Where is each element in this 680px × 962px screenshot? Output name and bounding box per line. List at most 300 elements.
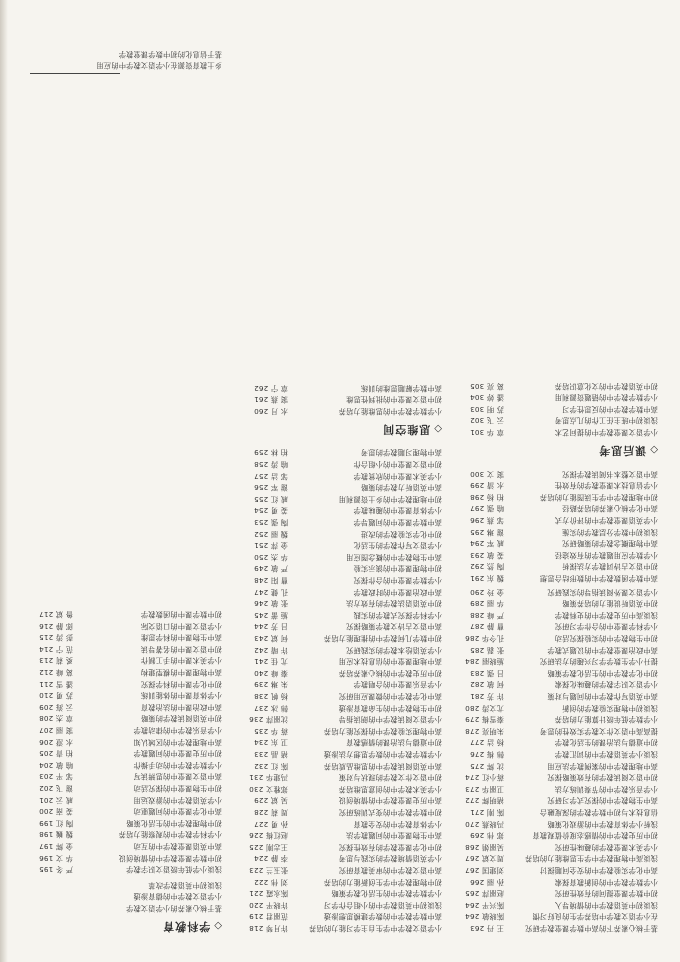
section-heading-reflection <box>598 442 658 458</box>
entry-title: 浅谈初中英语教学改革 <box>148 880 222 890</box>
section-title: 学科教育 <box>162 920 211 933</box>
entry-author-page: 柏 青 205 <box>38 749 73 759</box>
entry-title: 小学音乐教学中的律动教学 <box>133 726 222 735</box>
toc-entry <box>232 447 442 458</box>
entry-title: 高中生物教学中的探究式学习研究 <box>547 796 658 806</box>
entry-title: 浅析小学体育教学中的游戏化策略 <box>547 819 658 829</box>
toc-entry <box>232 877 442 888</box>
toc-entry <box>232 471 442 482</box>
entry-title: 小学音乐课堂中的合唱教学 <box>353 680 442 690</box>
entry-title: 基于核心素养的小学语文教学 <box>125 904 222 913</box>
entry-author-page: 冯建华 231 <box>249 773 288 783</box>
entry-title: 小学语文阅读教学中的朗读指导 <box>338 715 442 725</box>
entry-title: 高中化学实验教学中的安全问题探讨 <box>539 866 658 875</box>
toc-entry <box>232 394 442 405</box>
entry-title: 高中语文课堂中的思辨读写 <box>133 772 222 782</box>
toc-entry <box>232 853 442 864</box>
toc-entry <box>448 807 658 818</box>
toc-entry <box>232 494 442 505</box>
entry-author-page: 陈永霞 221 <box>249 889 288 899</box>
entry-title: 高中英语听力教学的策略 <box>360 483 442 493</box>
entry-author-page: 尤文涛 280 <box>465 703 504 713</box>
entry-author-page: 水 清 299 <box>469 481 504 491</box>
entry-author-page: 许 芳 281 <box>469 692 504 701</box>
entry-author-page: 许晓平 220 <box>249 900 288 910</box>
entry-author-page: 戚 红 255 <box>253 494 288 504</box>
entry-title: 初中英语教学中的文化意识培养 <box>554 381 658 391</box>
toc-entry <box>232 552 442 563</box>
entry-title: 信息技术与初中数学教学的深度融合 <box>539 808 658 817</box>
entry-author-page: 喻 强 297 <box>469 504 504 514</box>
toc-entry <box>232 517 442 528</box>
toc-entry <box>232 691 442 702</box>
entry-author-page: 彭 涛 215 <box>38 633 73 643</box>
entry-title: 初中地理教学中学生读图能力的培养 <box>539 492 658 502</box>
entry-title: 高中数学教学中的数学建模思想渗透 <box>323 912 442 922</box>
entry-title: 浅谈小学英语教学中的词汇教学 <box>554 750 658 759</box>
entry-author-page: 秦雪梅 279 <box>465 715 504 725</box>
toc-entry <box>232 784 442 795</box>
entry-title: 初中地理教学中的乡土资源利用 <box>338 494 442 504</box>
entry-title: 浅谈初中物理实验教学的创新 <box>561 703 658 713</box>
entry-author-page: 云 飞 302 <box>469 416 504 426</box>
toc-entry <box>448 561 658 572</box>
toc-entry <box>17 841 222 852</box>
entry-title: 小学美术课堂中的欣赏教学 <box>353 471 442 481</box>
entry-author-page: 戚 军 294 <box>469 539 504 549</box>
toc-entry <box>232 737 442 748</box>
entry-author-page: 韩 冰 237 <box>253 703 288 713</box>
entry-author-page: 孙 勇 227 <box>253 819 288 829</box>
toc-entry <box>448 587 658 598</box>
toc-entry <box>448 515 658 526</box>
entry-author-page: 陈晓敏 264 <box>465 912 504 922</box>
toc-entry <box>232 383 442 394</box>
entry-title: 提升小学生数学学习兴趣的方法研究 <box>539 657 658 667</box>
entry-title: 浅谈初中英语教学中的情境导入 <box>554 900 658 910</box>
entry-title: 高中物理概念教学的策略研究 <box>561 539 658 549</box>
entry-title: 初中化学实验教学的改进 <box>360 529 442 539</box>
entry-title: 初中英语阅读教学的策略 <box>140 714 222 724</box>
entry-title: 在小学语文教学中培养学生的良好习惯 <box>532 912 658 922</box>
entry-author-page: 邹 平 203 <box>38 772 73 782</box>
entry-title: 小学语文课中的口语交际 <box>140 621 222 631</box>
toc-entry <box>448 415 658 426</box>
entry-title: 初中生物课堂中的探究活动 <box>133 784 222 793</box>
entry-author-page: 水 澄 206 <box>38 737 73 747</box>
toc-entry <box>232 703 442 714</box>
entry-title: 浅谈初中班主任工作的几点思考 <box>554 416 658 426</box>
toc-entry <box>232 540 442 551</box>
entry-author-page: 喻 涛 258 <box>253 460 288 469</box>
toc-entry <box>17 60 222 71</box>
toc-entry <box>448 784 658 795</box>
toc-entry <box>232 679 442 690</box>
entry-author-page: 张 磊 285 <box>469 645 504 655</box>
entry-title: 高中地理教学中的区域认知 <box>133 737 222 747</box>
entry-title: 小学语文课堂教学中的提问艺术 <box>554 428 658 437</box>
entry-author-page: 吴丽娟 268 <box>465 842 504 852</box>
entry-title: 小学数学教学中的动手操作 <box>133 760 222 770</box>
toc-entry <box>17 806 222 817</box>
entry-title: 初中化学课堂教学的有效性探究 <box>338 842 442 852</box>
toc-entry <box>448 830 658 841</box>
entry-title: 高中物理习题教学的思考 <box>360 448 442 458</box>
entry-title: 浅谈高中物理教学中学生思维能力的培养 <box>525 854 658 864</box>
entry-author-page: 姜 勇 254 <box>253 506 288 516</box>
entry-author-page: 潘 雪 211 <box>38 679 73 689</box>
entry-title: 初中物理教学中学生创新能力的培养 <box>323 877 442 887</box>
entry-title: 小学语文写作教学的生活化 <box>353 541 442 551</box>
entry-author-page: 褚明辉 272 <box>465 796 504 806</box>
entry-author-page: 金 玲 290 <box>469 587 504 597</box>
toc-entry <box>17 713 222 724</box>
toc-entry <box>448 645 658 656</box>
toc-entry <box>232 505 442 516</box>
entry-author-page: 冯晓燕 270 <box>465 819 504 829</box>
entry-title: 小学数学教学中的思维能力培养 <box>338 406 442 416</box>
toc-entry <box>448 550 658 561</box>
section-title: 课后思考 <box>598 444 647 457</box>
entry-title: 乡土教育资源在小学语文教学中的应用 <box>96 61 222 71</box>
entry-title: 初中语文古诗词教学方法探析 <box>561 562 658 572</box>
entry-title: 高中物理课中的模型建构 <box>140 668 222 677</box>
toc-entry <box>232 529 442 540</box>
toc-entry <box>232 830 442 841</box>
toc-entry <box>17 632 222 643</box>
entry-author-page: 朱明亮 278 <box>465 726 504 736</box>
toc-entry <box>448 761 658 772</box>
toc-entry <box>448 503 658 514</box>
entry-title: 小学语文课外阅读指导的实践研究 <box>547 587 658 597</box>
entry-title: 小学信息技术课堂教学的有效性 <box>554 481 658 491</box>
entry-title: 高中地理教学中的案例教学法应用 <box>547 761 658 771</box>
toc-entry <box>17 771 222 782</box>
toc-entry <box>448 469 658 480</box>
toc-entry <box>448 621 658 632</box>
entry-author-page: 何 敏 282 <box>469 680 504 690</box>
entry-title: 初中化学课中的科学探究 <box>140 679 222 689</box>
entry-author-page: 褚 晶 233 <box>253 750 288 759</box>
entry-title: 高中地理课堂中的信息技术应用 <box>338 657 442 667</box>
toc-entry <box>448 749 658 760</box>
entry-title: 高中化学核心素养的培养路径 <box>561 504 658 514</box>
entry-author-page: 华 文 196 <box>38 853 73 863</box>
entry-author-page: 杨 洁 277 <box>469 738 504 748</box>
toc-entry <box>17 818 222 829</box>
entry-title: 高中英语写作教学中的问题与对策 <box>547 692 658 701</box>
diamond-icon: ◇ <box>649 444 658 455</box>
entry-title: 小学英语绘本教学的实践研究 <box>345 645 442 655</box>
entry-title: 初中数学几何教学中的推理能力培养 <box>323 634 442 643</box>
toc-entry <box>448 392 658 403</box>
entry-author-page: 张玉兰 223 <box>249 866 288 875</box>
toc-entry <box>232 842 442 853</box>
entry-author-page: 周 莉 228 <box>253 808 288 817</box>
entry-title: 初中历史教学中的核心素养培养 <box>338 668 442 678</box>
entry-title: 小学美术课中的手工制作 <box>140 656 222 666</box>
entry-author-page: 柏 杨 298 <box>469 492 504 502</box>
entry-author-page: 李 静 224 <box>253 854 288 864</box>
toc-entry <box>448 679 658 690</box>
toc-entry <box>448 480 658 491</box>
entry-author-page: 范 宁 214 <box>38 644 73 654</box>
entry-title: 小学科学课堂中的合作学习研究 <box>554 622 658 632</box>
entry-author-page: 王 丹 263 <box>469 924 504 933</box>
entry-title: 高中生物课中的科学思维 <box>140 633 222 643</box>
entry-author-page: 沈丽萍 236 <box>249 715 288 725</box>
entry-title: 初中英语听说能力的培养策略 <box>561 599 658 609</box>
toc-entry <box>448 853 658 864</box>
entry-title: 小学数学教学中的创新教育探索 <box>554 877 658 887</box>
toc-entry <box>17 903 222 914</box>
entry-author-page: 华 杰 250 <box>253 552 288 562</box>
toc-entry <box>448 819 658 830</box>
entry-title: 高中语文教学中的审美教育研究 <box>338 866 442 875</box>
toc-entry <box>232 406 442 417</box>
toc-entry <box>232 807 442 818</box>
entry-author-page: 谢 飞 202 <box>38 784 73 793</box>
toc-entry <box>232 865 442 876</box>
entry-title: 高中数学解题思维的训练 <box>360 383 442 393</box>
toc-entry <box>232 598 442 609</box>
entry-author-page: 刘建国 267 <box>465 866 504 875</box>
entry-author-page: 柏 林 259 <box>253 448 288 458</box>
toc-entry <box>232 819 442 830</box>
entry-title: 初中化学教学中的生活化教学策略 <box>547 668 658 678</box>
entry-author-page: 吴 斌 229 <box>253 796 288 806</box>
toc-entry <box>448 527 658 538</box>
entry-author-page: 金 萍 251 <box>253 541 288 551</box>
entry-author-page: 尤 佳 241 <box>253 657 288 667</box>
diamond-icon: ◇ <box>433 422 442 434</box>
entry-author-page: 吕 强 283 <box>469 668 504 678</box>
entry-title: 小学英语课堂教学中的评价方式 <box>554 516 658 525</box>
toc-entry <box>448 772 658 783</box>
entry-title: 初中语文课中的名著导读 <box>140 644 222 654</box>
toc-entry <box>448 381 658 392</box>
entry-title: 浅谈高中历史教学中的史料教学 <box>554 610 658 620</box>
entry-author-page: 奚 莉 213 <box>38 656 73 666</box>
toc-entry <box>448 668 658 679</box>
entry-title: 小学语文教学中的德育渗透 <box>133 892 222 902</box>
toc-entry <box>232 795 442 806</box>
toc-entry <box>232 726 442 737</box>
toc-entry <box>17 891 222 902</box>
entry-author-page: 陈兴平 264 <box>465 900 504 910</box>
entry-author-page: 云 海 209 <box>38 702 73 712</box>
toc-entry <box>448 726 658 737</box>
toc-entry <box>232 482 442 493</box>
toc-entry <box>17 655 222 666</box>
toc-entry <box>232 888 442 899</box>
entry-author-page: 陶 强 253 <box>253 518 288 527</box>
toc-entry <box>448 714 658 725</box>
entry-author-page: 华 丽 289 <box>469 599 504 609</box>
toc-entry <box>232 656 442 667</box>
entry-author-page: 苏 明 303 <box>469 404 504 414</box>
footer-rule <box>30 73 120 74</box>
entry-author-page: 孔令华 286 <box>465 634 504 643</box>
entry-title: 小学数学课堂中的合作探究 <box>353 576 442 585</box>
entry-title: 小学数学应用题教学的有效途径 <box>554 550 658 560</box>
toc-entry <box>448 842 658 853</box>
entry-title: 初中数学教学中的变式训练研究 <box>338 808 442 817</box>
toc-entry <box>448 923 658 934</box>
toc-entry <box>448 691 658 702</box>
entry-author-page: 严 峰 288 <box>469 610 504 620</box>
entry-author-page: 魏 丽 252 <box>253 529 288 539</box>
entry-author-page: 张 敏 246 <box>253 599 288 609</box>
entry-author-page: 章 杰 208 <box>38 714 73 724</box>
entry-author-page: 严 冬 195 <box>38 865 73 875</box>
entry-author-page: 郎 静 216 <box>38 621 73 631</box>
entry-title: 高中政治课堂中的时政教学 <box>353 587 442 597</box>
toc-entry <box>232 900 442 911</box>
entry-author-page: 王志刚 225 <box>249 842 288 852</box>
entry-author-page: 陈 红 232 <box>253 761 288 771</box>
entry-author-page: 金 辉 197 <box>38 842 73 851</box>
entry-author-page: 陈 刚 271 <box>469 808 504 817</box>
toc-entry <box>17 853 222 864</box>
entry-author-page: 施 蕾 245 <box>253 610 288 620</box>
entry-author-page: 许 晴 242 <box>253 645 288 655</box>
entry-author-page: 孔 健 247 <box>253 587 288 597</box>
toc-entry <box>232 714 442 725</box>
entry-author-page: 水 月 260 <box>253 406 288 416</box>
toc-entry <box>17 725 222 736</box>
section-title: 思维空间 <box>382 422 431 436</box>
diamond-icon: ◇ <box>213 920 222 931</box>
entry-title: 小学科学教学中的观察能力培养 <box>118 830 222 840</box>
entry-title: 初中生物教学中的生命教育渗透 <box>338 703 442 713</box>
entry-title: 初中物理教学中的生活化策略 <box>125 818 222 828</box>
entry-title: 小学科学探究式教学的实践 <box>353 610 442 620</box>
entry-title: 小学英语情境教学的实践与思考 <box>338 854 442 864</box>
entry-title: 初中语文阅读教学的有效策略探究 <box>547 773 658 783</box>
entry-author-page: 陶 红 199 <box>38 818 73 828</box>
toc-entry <box>448 656 658 667</box>
toc-entry <box>448 865 658 876</box>
entry-author-page: 魏 巍 198 <box>38 830 73 840</box>
entry-title: 小学体育课中的体能训练 <box>140 691 222 701</box>
toc-entry <box>232 459 442 470</box>
entry-title: 高中物理实验教学中的探究能力培养 <box>323 726 442 736</box>
toc-entry <box>17 690 222 701</box>
entry-author-page: 葛 峰 212 <box>38 668 73 677</box>
entry-title: 高中政治课堂教学中的议题式教学 <box>547 645 658 655</box>
toc-entry <box>448 737 658 748</box>
toc-entry <box>448 703 658 714</box>
entry-author-page: 曹 静 287 <box>469 622 504 632</box>
toc-entry <box>448 427 658 438</box>
entry-title: 初中历史课堂中的问题教学 <box>133 749 222 759</box>
entry-author-page: 邹 燕 296 <box>469 516 504 525</box>
toc-entry <box>17 864 222 875</box>
toc-entry <box>448 795 658 806</box>
entry-title: 小学语文识字教学的趣味化探索 <box>554 680 658 690</box>
entry-author-page: 窦 丽 207 <box>38 726 73 735</box>
toc-entry <box>232 761 442 772</box>
toc-entry <box>232 621 442 632</box>
entry-title: 小学美术教学中的创意思维培养 <box>338 784 442 794</box>
entry-title: 提高高中语文作文教学实效性的思考 <box>539 726 658 736</box>
toc-entry <box>17 49 222 60</box>
page-edge-shadow <box>0 0 8 962</box>
entry-title: 初中数学课堂教学中的情境创设 <box>118 853 222 863</box>
entry-title: 高中数学课堂中的问题导学 <box>353 518 442 527</box>
entry-title: 高中英语课堂教学中的互动 <box>133 842 222 851</box>
toc-entry <box>448 633 658 644</box>
section-heading-thinking <box>382 421 442 437</box>
toc-entry <box>232 923 442 934</box>
entry-title: 初中道德与法治课的生活化教学 <box>554 738 658 748</box>
entry-title: 高中语文整本书阅读教学探究 <box>561 469 658 479</box>
entry-author-page: 吕 芳 244 <box>253 622 288 632</box>
entry-title: 高中化学教学中的微课应用研究 <box>338 692 442 701</box>
entry-title: 初中语文课堂中的批判性思维 <box>345 395 442 405</box>
entry-title: 小学体育教学中的安全教育 <box>353 819 442 829</box>
entry-author-page: 严 敏 249 <box>253 564 288 574</box>
toc-entry <box>232 633 442 644</box>
entry-title: 初中数学课中的函数教学 <box>140 610 222 619</box>
toc-entry <box>17 621 222 632</box>
entry-title: 高中生物教学中的概念图应用 <box>345 552 442 562</box>
entry-title: 高中历史课堂教学中的情境创设 <box>338 796 442 806</box>
entry-author-page: 姜 敏 293 <box>469 550 504 560</box>
entry-title: 初中语文课堂中的小组合作 <box>353 460 442 469</box>
entry-title: 高中数学函数教学中的数形结合思想 <box>539 574 658 583</box>
entry-title: 初中语文作文教学的现状与对策 <box>338 773 442 783</box>
entry-author-page: 朱 琳 239 <box>253 680 288 690</box>
entry-author-page: 杨 帆 238 <box>253 692 288 701</box>
entry-author-page: 鲁 斌 217 <box>38 610 73 619</box>
toc-entry <box>232 563 442 574</box>
entry-author-page: 喻 敏 204 <box>38 760 73 770</box>
entry-title: 初中生物教学中的实验探究活动 <box>554 634 658 643</box>
toc-entry <box>232 587 442 598</box>
entry-author-page: 韩 梅 276 <box>469 750 504 759</box>
toc-entry <box>448 538 658 549</box>
entry-title: 浅谈小学低年级语文识字教学 <box>125 865 222 875</box>
entry-author-page: 邹 洁 257 <box>253 471 288 481</box>
entry-author-page: 施晓丽 284 <box>465 657 504 667</box>
entry-author-page: 魏 东 291 <box>469 574 504 583</box>
entry-author-page: 谢 军 256 <box>253 483 288 493</box>
section-heading-education <box>162 918 222 934</box>
toc-entry <box>17 702 222 713</box>
toc-entry <box>448 492 658 503</box>
entry-title: 小学数学教学中的错题资源利用 <box>554 393 658 403</box>
toc-entry <box>17 737 222 748</box>
entry-title: 小学数学教学中的数学思想方法渗透 <box>323 750 442 759</box>
entry-title: 小学音乐教学中的节奏训练方法 <box>554 784 658 794</box>
entry-author-page: 戚 云 201 <box>38 795 73 805</box>
entry-author-page: 潘 婷 304 <box>469 393 504 403</box>
entry-author-page: 郑 伟 269 <box>469 831 504 841</box>
toc-entry <box>232 668 442 679</box>
entry-title: 小学美术课堂教学的趣味性研究 <box>554 842 658 852</box>
entry-author-page: 孙 丽 266 <box>469 877 504 887</box>
entry-author-page: 秦 峰 240 <box>253 668 288 678</box>
entry-author-page: 沈 辉 275 <box>469 761 504 771</box>
toc-entry <box>448 404 658 415</box>
toc-entry <box>232 772 442 783</box>
entry-title: 小学体育课堂中的趣味教学 <box>353 506 442 516</box>
entry-author-page: 窦 文 300 <box>469 469 504 479</box>
toc-entry <box>17 783 222 794</box>
entry-author-page: 葛 亮 305 <box>469 381 504 391</box>
